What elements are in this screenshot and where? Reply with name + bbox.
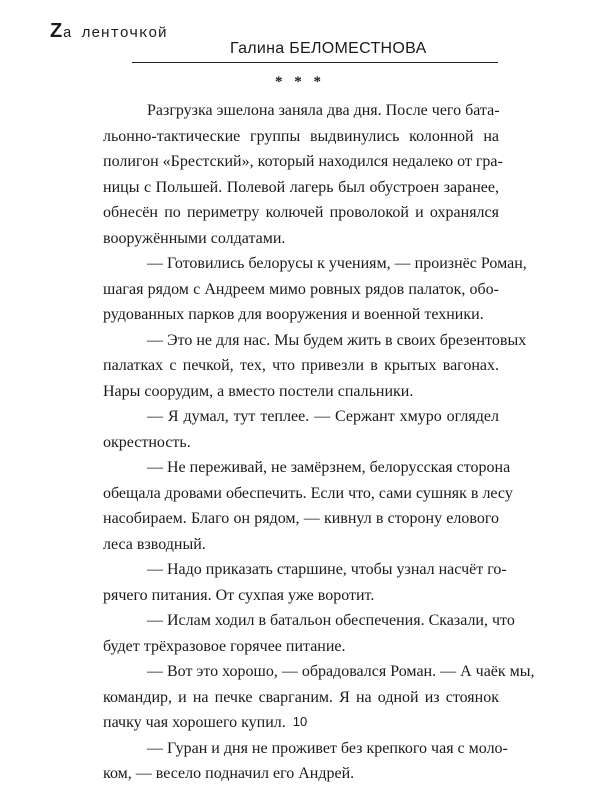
text-line: командир, и на печке сварганим. Я на одной из стоянок <box>103 688 499 706</box>
text-line: будет трёхразовое горячее питание. <box>103 637 346 655</box>
text-line: — Ислам ходил в батальон обеспечения. Сказали, что <box>147 612 515 629</box>
text-line: шагая рядом с Андреем мимо ровных рядов палаток, обо- <box>103 280 499 298</box>
text-line: леса взводный. <box>103 535 206 553</box>
text-line: Разгрузка эшелона заняла два дня. После чего бата- <box>147 102 500 119</box>
text-line: обещала дровами обеспечить. Если что, сами сушняк в лесу <box>103 484 513 502</box>
text-line: — Вот это хорошо, — обрадовался Роман. — А чаёк мы, <box>147 663 535 680</box>
page-body <box>103 98 535 787</box>
text-line: Нары соорудим, а вместо постели спальники. <box>103 382 414 400</box>
page-number: 10 <box>292 714 308 729</box>
text-line: полигон «Брестский», который находился недалеко от гра- <box>103 153 503 170</box>
text-line: окрестность. <box>103 433 191 451</box>
section-separator: * * * <box>275 74 325 90</box>
text-line: насобираем. Благо он рядом, — кивнул в сторону елового <box>103 510 499 527</box>
text-line: — Надо приказать старшине, чтобы узнал насчёт го- <box>147 561 507 578</box>
book-series-title <box>50 20 167 43</box>
text-line: палатках с печкой, тех, что привезли в крытых вагонах. <box>103 357 499 374</box>
series-initial: Z <box>50 20 63 42</box>
text-line: — Это не для нас. Мы будем жить в своих брезентовых <box>147 331 527 349</box>
author-name: Галина БЕЛОМЕСТНОВА <box>230 40 427 57</box>
text-line: — Я думал, тут теплее. — Сержант хмуро оглядел <box>147 408 499 425</box>
text-line: — Гуран и дня не проживет без крепкого чая с моло- <box>147 739 508 757</box>
text-line: — Готовились белорусы к учениям, — произнёс Роман, <box>147 255 527 272</box>
text-line: пачку чая хорошего купил. <box>103 714 286 731</box>
text-line: ком, — весело подначил его Андрей. <box>103 765 355 782</box>
text-line: вооружёнными солдатами. <box>103 229 286 247</box>
text-line: обнесён по периметру колючей проволокой и охранялся <box>103 204 499 221</box>
text-line: ницы с Польшей. Полевой лагерь был обустроен заранее, <box>103 178 499 196</box>
text-line: рудованных парков для вооружения и военной техники. <box>103 306 484 323</box>
text-line: рячего питания. От сухпая уже воротит. <box>103 586 375 604</box>
text-line: льонно-тактические группы выдвинулись колонной на <box>103 127 499 145</box>
text-line: — Не переживай, не замёрзнем, белорусская сторона <box>147 459 511 476</box>
header-rule <box>132 62 498 63</box>
series-rest: а ленточкой <box>62 25 168 42</box>
